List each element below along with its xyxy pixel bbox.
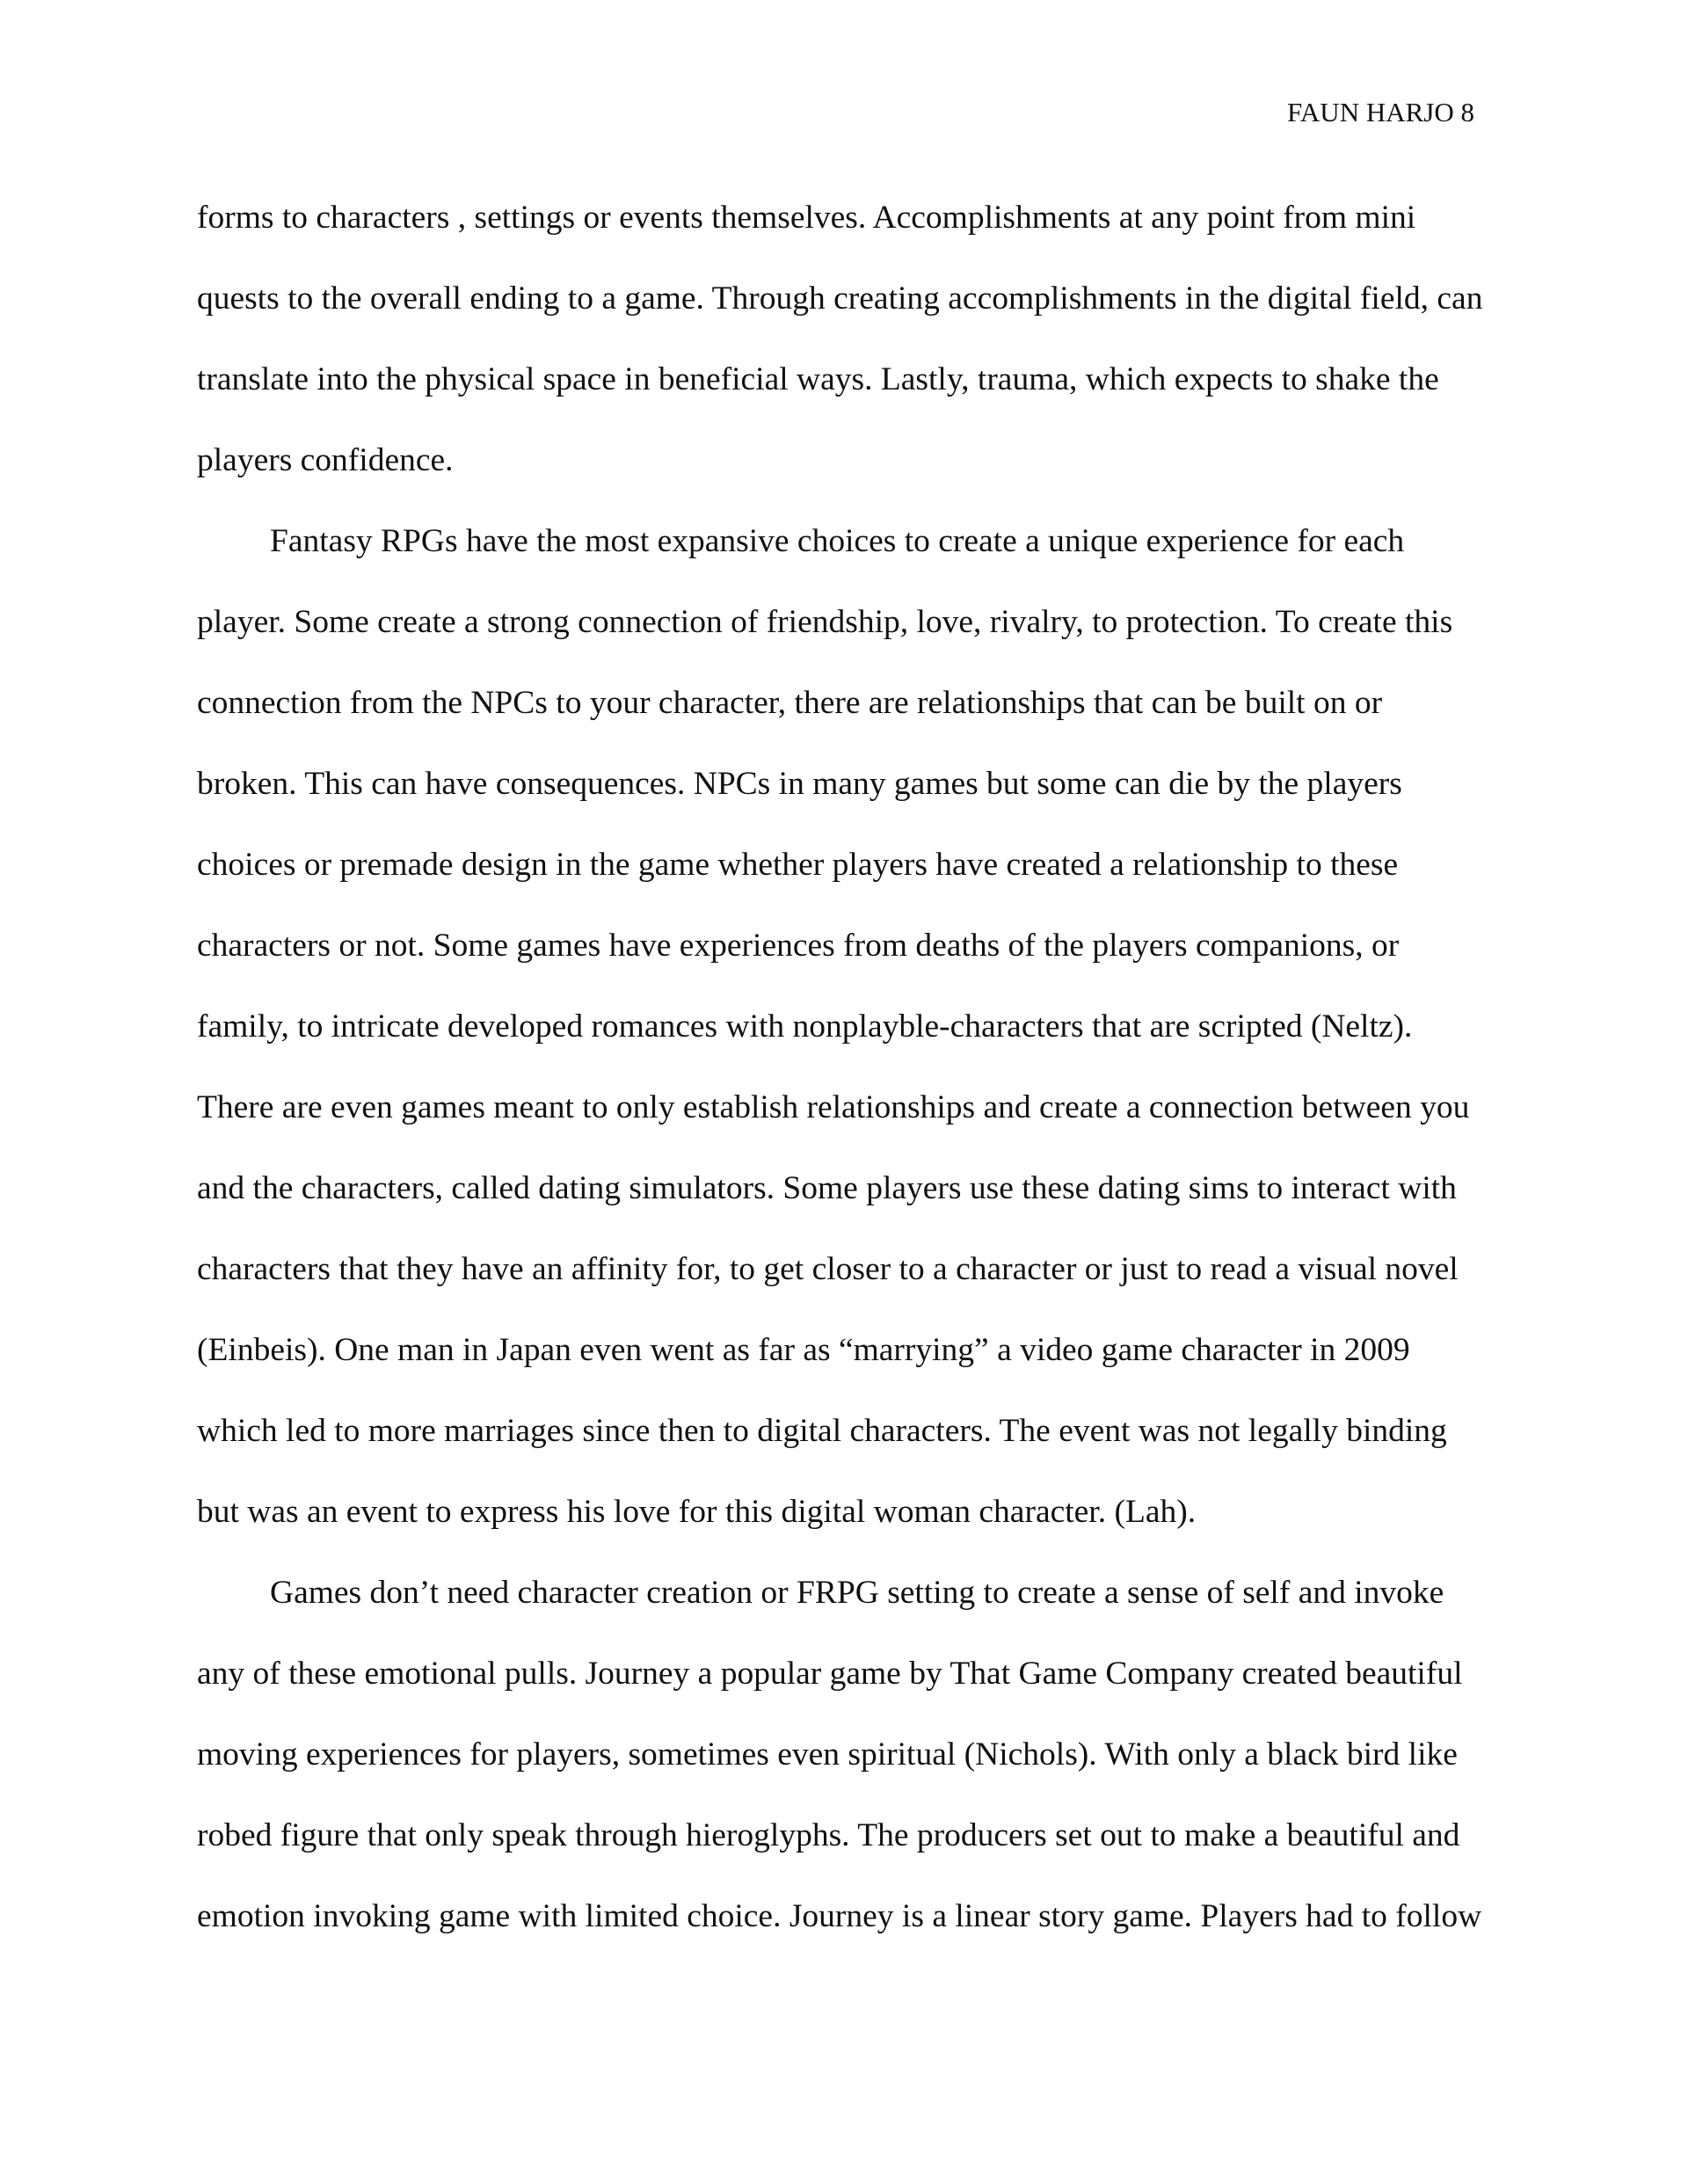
text-line: forms to characters , settings or events themselves. Accomplishments at any point from mini [197, 200, 1416, 236]
text-line: which led to more marriages since then to digital characters. The event was not legally binding [197, 1413, 1447, 1449]
text-line: characters that they have an affinity for, to get closer to a character or just to read a visual novel [197, 1251, 1459, 1287]
text-line: any of these emotional pulls. Journey a popular game by That Game Company created beautiful [197, 1656, 1463, 1692]
text-line: robed figure that only speak through hieroglyphs. The producers set out to make a beautiful and [197, 1817, 1460, 1853]
text-line: connection from the NPCs to your character, there are relationships that can be built on or [197, 685, 1383, 721]
text-line: players confidence. [197, 442, 454, 478]
text-line: There are even games meant to only establish relationships and create a connection between you [197, 1089, 1470, 1125]
text-line: Games don’t need character creation or FRPG setting to create a sense of self and invoke [270, 1575, 1444, 1611]
text-line: player. Some create a strong connection of friendship, love, rivalry, to protection. To create this [197, 604, 1453, 640]
running-head: FAUN HARJO 8 [1286, 97, 1474, 127]
text-line: quests to the overall ending to a game. Through creating accomplishments in the digital field, can [197, 280, 1483, 317]
text-line: family, to intricate developed romances with nonplayble-characters that are scripted (Neltz). [197, 1008, 1413, 1045]
text-line: (Einbeis). One man in Japan even went as far as “marrying” a video game character in 2009 [197, 1332, 1410, 1368]
text-line: but was an event to express his love for this digital woman character. (Lah). [197, 1494, 1197, 1530]
text-line: broken. This can have consequences. NPCs in many games but some can die by the players [197, 766, 1402, 802]
text-line: translate into the physical space in beneficial ways. Lastly, trauma, which expects to shake the [197, 361, 1439, 397]
text-line: choices or premade design in the game whether players have created a relationship to these [197, 847, 1399, 883]
text-line: emotion invoking game with limited choice. Journey is a linear story game. Players had to follow [197, 1898, 1482, 1934]
text-line: moving experiences for players, sometimes even spiritual (Nichols). With only a black bird like [197, 1736, 1458, 1773]
text-line: Fantasy RPGs have the most expansive choices to create a unique experience for each [270, 523, 1405, 559]
document-body [197, 178, 1481, 1957]
text-line: characters or not. Some games have experiences from deaths of the players companions, or [197, 928, 1400, 964]
text-line: and the characters, called dating simulators. Some players use these dating sims to interact with [197, 1170, 1457, 1206]
